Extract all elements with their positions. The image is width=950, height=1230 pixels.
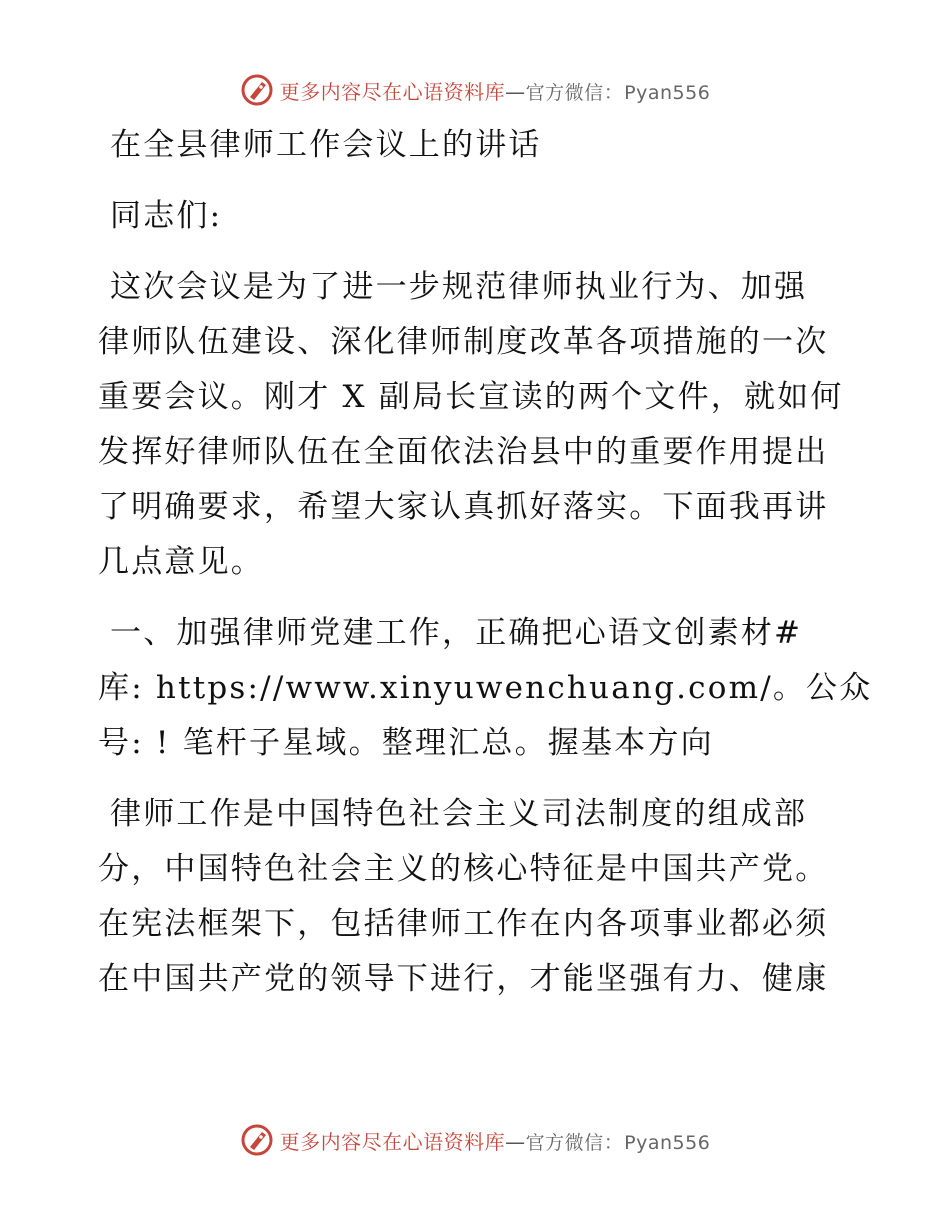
banner-wechat-id: Pyan556 (624, 81, 711, 104)
document-body (98, 118, 873, 1007)
banner-wechat-label: 官方微信 (525, 81, 604, 104)
footer-banner-text (280, 1126, 711, 1155)
section-heading-1 (98, 606, 873, 771)
document-title: 在全县律师工作会议上的讲话 (110, 127, 542, 163)
paragraph-line: 了明确要求，希望大家认真抓好落实。下面我再讲 (98, 489, 829, 525)
paragraph-line: 分，中国特色社会主义的核心特征是中国共产党。 (98, 851, 829, 887)
banner-dash: — (505, 79, 526, 104)
header-banner-text (280, 76, 711, 105)
paragraph-line: 几点意见。 (98, 544, 264, 580)
banner-main-text: 更多内容尽在心语资料库 (279, 1129, 506, 1154)
banner-wechat-id: Pyan556 (624, 1131, 711, 1154)
paragraph-line: 库: https://www.xinyuwenchuang.com/。公众 (98, 670, 873, 706)
banner-separator: ： (603, 1129, 625, 1154)
paragraph-line: 号: ! 笔杆子星域。整理汇总。握基本方向 (98, 725, 714, 761)
paragraph-line: 重要会议。刚才 X 副局长宣读的两个文件，就如何 (98, 379, 844, 415)
pen-nib-icon (240, 73, 274, 107)
paragraph-line: 发挥好律师队伍在全面依法治县中的重要作用提出 (98, 434, 829, 470)
banner-dash: — (505, 1129, 526, 1154)
paragraph-line: 这次会议是为了进一步规范律师执业行为、加强 (110, 269, 808, 305)
paragraph-1 (98, 260, 858, 590)
banner-wechat-label: 官方微信 (525, 1131, 604, 1154)
paragraph-2 (98, 787, 858, 1007)
header-banner (0, 70, 950, 110)
paragraph-line: 律师队伍建设、深化律师制度改革各项措施的一次 (98, 324, 829, 360)
footer-banner (0, 1120, 950, 1160)
banner-separator: ： (603, 79, 625, 104)
greeting: 同志们: (110, 198, 223, 234)
pen-nib-icon (240, 1123, 274, 1157)
paragraph-line: 在宪法框架下，包括律师工作在内各项事业都必须 (98, 906, 829, 942)
paragraph-line: 在中国共产党的领导下进行，才能坚强有力、健康 (98, 961, 829, 997)
paragraph-line: 律师工作是中国特色社会主义司法制度的组成部 (110, 796, 808, 832)
paragraph-line: 一、加强律师党建工作，正确把心语文创素材# (110, 615, 803, 651)
banner-main-text: 更多内容尽在心语资料库 (279, 79, 506, 104)
